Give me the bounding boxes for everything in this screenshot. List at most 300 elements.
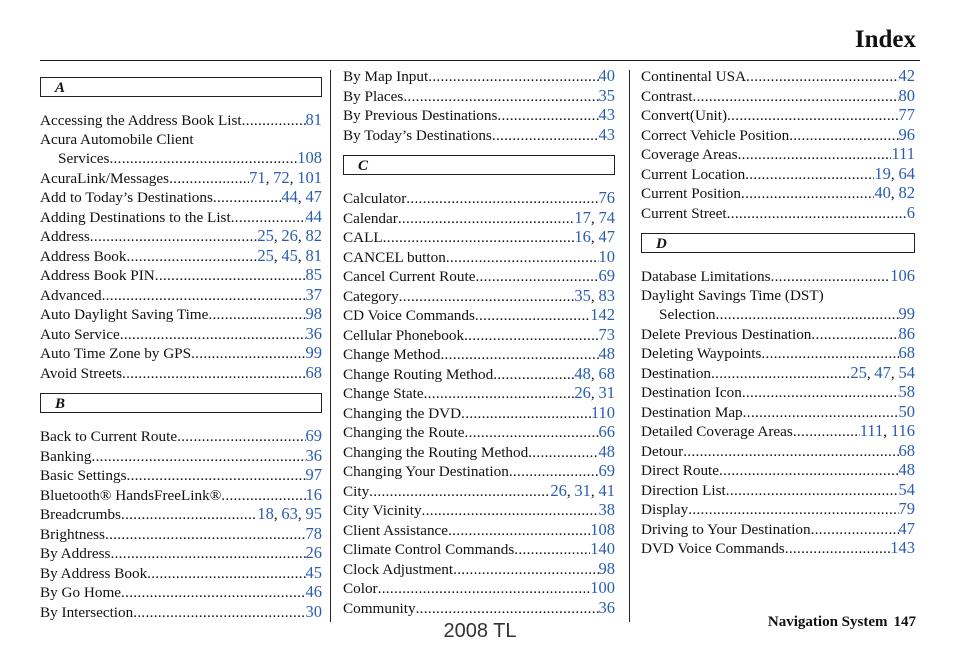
page-references xyxy=(599,248,616,268)
page-link[interactable]: 48 xyxy=(598,441,615,461)
dot-leader xyxy=(369,483,550,502)
page-link[interactable]: 68 xyxy=(598,363,615,383)
index-entry xyxy=(343,521,615,541)
page-link[interactable]: 98 xyxy=(598,558,615,578)
page-link[interactable]: 48 xyxy=(598,344,615,363)
dot-leader xyxy=(105,526,306,545)
index-entry-label: Destination xyxy=(641,364,712,382)
page-link[interactable]: 35 xyxy=(598,85,615,105)
index-entry-label: Cellular Phonebook xyxy=(343,326,465,344)
index-entry-label: Auto Daylight Saving Time xyxy=(40,306,209,323)
page-link[interactable]: 80 xyxy=(898,85,915,105)
index-entry-label: Address Book xyxy=(40,247,127,265)
index-entry xyxy=(343,106,615,126)
page-references xyxy=(599,126,616,146)
dot-leader xyxy=(811,326,898,345)
index-entry-label: Change State xyxy=(343,385,424,402)
index-entry-label: Display xyxy=(641,501,689,518)
page-link[interactable]: 46 xyxy=(305,582,322,601)
dot-leader xyxy=(726,482,899,501)
section-header-c: C xyxy=(343,155,615,175)
dot-leader xyxy=(424,385,575,404)
dot-leader xyxy=(213,189,282,208)
dot-leader xyxy=(727,205,907,224)
page-link[interactable]: 95 xyxy=(305,504,322,523)
page-references xyxy=(899,106,916,126)
index-entry xyxy=(641,539,915,559)
page-link[interactable]: 41 xyxy=(598,480,615,500)
index-entry xyxy=(40,266,322,286)
dot-leader xyxy=(398,210,575,229)
index-entry-label: Current Location xyxy=(641,165,746,183)
index-entry-label: Banking xyxy=(40,447,92,465)
index-entry-label: Bluetooth® HandsFreeLink® xyxy=(40,486,222,504)
index-entry xyxy=(40,525,322,545)
page-link[interactable]: 43 xyxy=(598,105,615,124)
page-link[interactable]: 68 xyxy=(898,440,915,460)
index-entry xyxy=(40,544,322,564)
page-link[interactable]: 68 xyxy=(305,362,322,382)
page-link[interactable]: 42 xyxy=(898,66,915,85)
page-link[interactable]: 25 xyxy=(850,362,867,382)
index-entry-label: Changing Your Destination xyxy=(343,463,509,480)
dot-leader xyxy=(231,209,306,228)
dot-leader xyxy=(90,228,258,247)
index-entry xyxy=(641,422,915,442)
index-entry xyxy=(641,287,915,306)
index-entry xyxy=(40,505,322,525)
index-entry xyxy=(343,599,615,619)
page-references xyxy=(890,267,915,287)
page-link[interactable]: 108 xyxy=(590,519,615,539)
index-entry xyxy=(40,131,322,150)
index-entry-label: Change Method xyxy=(343,346,441,363)
index-entry xyxy=(343,579,615,599)
page-references xyxy=(590,540,615,560)
index-entry xyxy=(343,462,615,482)
page-link[interactable]: 97 xyxy=(305,465,322,484)
index-entry-label: Current Position xyxy=(641,185,741,202)
page-link[interactable]: 47 xyxy=(898,518,915,538)
page-link[interactable]: 77 xyxy=(898,105,915,124)
page-references xyxy=(899,403,916,423)
index-entry-label: Auto Service xyxy=(40,325,120,343)
page-references xyxy=(306,466,323,486)
index-entry-label: Cancel Current Route xyxy=(343,268,476,285)
watermark: 2008 TL xyxy=(443,620,517,642)
index-entry-label: Direction List xyxy=(641,481,726,499)
dot-leader xyxy=(746,68,898,87)
index-entry xyxy=(343,189,615,209)
index-entry-label: Change Routing Method xyxy=(343,365,494,383)
index-entry xyxy=(40,305,322,325)
page-link[interactable]: 108 xyxy=(297,148,322,167)
index-entry-label: City xyxy=(343,482,370,500)
page-link[interactable]: 26 xyxy=(281,226,298,245)
index-entry-label: Climate Control Commands xyxy=(343,541,515,558)
page-references: 25, 26, 82 xyxy=(257,226,322,245)
index-entry xyxy=(343,126,615,146)
dot-leader xyxy=(497,107,598,126)
index-entry-label: DVD Voice Commands xyxy=(641,540,785,557)
page-references: 44, 47 xyxy=(281,187,322,206)
page-references xyxy=(590,306,615,326)
index-entry xyxy=(40,247,322,267)
page-link[interactable]: 99 xyxy=(305,343,322,362)
page-link[interactable]: 25 xyxy=(257,245,274,265)
page-references xyxy=(306,583,323,603)
index-column-1 xyxy=(40,67,322,622)
page-link[interactable]: 96 xyxy=(898,124,915,144)
index-entry xyxy=(40,486,322,506)
index-entry-label: Breadcrumbs xyxy=(40,506,121,523)
page-link[interactable]: 85 xyxy=(305,265,322,284)
dot-leader xyxy=(448,522,590,541)
page-references xyxy=(599,443,616,463)
index-entry-label: Acura Automobile Client xyxy=(40,130,194,148)
page-references xyxy=(907,204,915,224)
index-entry xyxy=(40,466,322,486)
page-references xyxy=(306,427,323,447)
page-link[interactable]: 140 xyxy=(590,539,615,558)
index-entry xyxy=(641,461,915,481)
dot-leader xyxy=(770,268,890,287)
page-references xyxy=(599,462,616,482)
page-references xyxy=(899,520,916,540)
page-references: 26, 31 xyxy=(574,383,615,402)
index-entry-label: CALL xyxy=(343,229,383,246)
page-link[interactable]: 40 xyxy=(598,66,615,85)
page-link[interactable]: 26 xyxy=(305,543,322,562)
page-link[interactable]: 19 xyxy=(874,163,891,183)
index-entry xyxy=(641,184,915,204)
page-link[interactable]: 44 xyxy=(305,206,322,226)
page-references xyxy=(899,461,916,481)
page-link[interactable]: 98 xyxy=(305,304,322,323)
index-entry-label: Destination Map xyxy=(641,403,743,421)
page-link[interactable]: 110 xyxy=(590,402,615,422)
index-entry-label: Services xyxy=(58,150,110,167)
page-link[interactable]: 54 xyxy=(898,479,915,499)
page-link[interactable]: 36 xyxy=(305,323,322,343)
page-link[interactable]: 44 xyxy=(281,187,298,206)
dot-leader xyxy=(761,345,898,364)
page-references xyxy=(306,286,323,306)
index-entry-label: Advanced xyxy=(40,286,102,304)
dot-leader xyxy=(453,561,598,580)
dot-leader xyxy=(743,404,899,423)
column-divider xyxy=(629,70,630,622)
index-entry xyxy=(343,560,615,580)
dot-leader xyxy=(475,268,598,287)
page-references: 111, 116 xyxy=(859,421,915,440)
page-link[interactable]: 69 xyxy=(598,461,615,480)
page-references xyxy=(899,383,916,403)
section-header-b: B xyxy=(40,393,322,413)
page-references xyxy=(899,442,916,462)
index-entry-label: By Previous Destinations xyxy=(343,107,498,124)
page-references xyxy=(599,345,616,365)
index-entry-label: Address Book PIN xyxy=(40,267,155,284)
page-link[interactable]: 26 xyxy=(550,480,567,500)
page-references xyxy=(890,539,915,559)
index-entry xyxy=(40,208,322,228)
dot-leader xyxy=(399,288,575,307)
index-entry xyxy=(343,67,615,87)
page-link[interactable]: 17 xyxy=(574,207,591,227)
index-entry-label: Contrast xyxy=(641,87,693,105)
index-entry-label: By Go Home xyxy=(40,584,121,601)
index-entry xyxy=(641,165,915,185)
index-entry xyxy=(343,443,615,463)
page-references xyxy=(899,344,916,364)
page-link[interactable]: 71 xyxy=(249,167,266,187)
page-link[interactable]: 16 xyxy=(305,484,322,504)
dot-leader xyxy=(120,326,306,345)
page-link[interactable]: 36 xyxy=(598,597,615,617)
dot-leader xyxy=(221,487,305,506)
index-entry-label: Community xyxy=(343,599,416,617)
page-link[interactable]: 47 xyxy=(874,362,891,382)
index-entry xyxy=(40,427,322,447)
dot-leader xyxy=(155,267,306,286)
index-entry xyxy=(40,227,322,247)
page-references xyxy=(306,486,323,506)
page-link[interactable]: 86 xyxy=(898,323,915,343)
page-link[interactable]: 18 xyxy=(257,504,274,523)
index-entry-label: Daylight Savings Time (DST) xyxy=(641,286,824,304)
index-entry-label: Convert(Unit) xyxy=(641,107,728,124)
page-references xyxy=(306,111,323,131)
dot-leader xyxy=(110,545,305,564)
page-link[interactable]: 54 xyxy=(898,362,915,382)
page-link[interactable]: 81 xyxy=(305,245,322,265)
page-link[interactable]: 81 xyxy=(305,110,322,129)
section-header-d: D xyxy=(641,233,915,253)
page-references: 25, 47, 54 xyxy=(850,362,915,382)
page-link[interactable]: 40 xyxy=(874,183,891,202)
index-entry-label: Color xyxy=(343,580,378,597)
page-references xyxy=(306,325,323,345)
index-entry xyxy=(40,169,322,189)
page-link[interactable]: 48 xyxy=(898,460,915,479)
dot-leader xyxy=(191,345,305,364)
index-entry-label: Current Street xyxy=(641,204,727,222)
page-link[interactable]: 6 xyxy=(906,202,915,222)
page-link[interactable]: 58 xyxy=(898,382,915,401)
page-references xyxy=(306,344,323,364)
page-references xyxy=(306,447,323,467)
index-entry xyxy=(40,111,322,131)
index-entry xyxy=(641,344,915,364)
footer-label: Navigation System xyxy=(767,614,888,630)
page-references xyxy=(590,579,615,599)
dot-leader xyxy=(383,229,575,248)
page-link[interactable]: 37 xyxy=(305,284,322,304)
page-references xyxy=(899,67,916,87)
page-link[interactable]: 25 xyxy=(257,226,274,245)
page-references: 25, 45, 81 xyxy=(257,245,322,265)
index-entry-label: Deleting Waypoints xyxy=(641,345,762,362)
page-references xyxy=(899,126,916,146)
dot-leader xyxy=(793,423,860,442)
page-references: 35, 83 xyxy=(574,285,615,305)
index-entry xyxy=(641,520,915,540)
dot-leader xyxy=(719,462,898,481)
dot-leader xyxy=(465,424,599,443)
index-entry-label: Changing the Route xyxy=(343,424,465,441)
page-references xyxy=(306,525,323,545)
index-entry-label: Detailed Coverage Areas xyxy=(641,423,793,440)
page-link[interactable]: 30 xyxy=(305,601,322,621)
page-references xyxy=(599,67,616,87)
page-link[interactable]: 48 xyxy=(574,363,591,383)
index-entry xyxy=(641,204,915,224)
dot-leader xyxy=(688,501,898,520)
page-link[interactable]: 101 xyxy=(297,167,322,187)
index-entry xyxy=(641,106,915,126)
page-link[interactable]: 16 xyxy=(574,227,591,246)
index-entry xyxy=(343,365,615,385)
page-references xyxy=(599,501,616,521)
dot-leader xyxy=(422,502,599,521)
page-link[interactable]: 111 xyxy=(859,421,884,440)
page-link[interactable]: 26 xyxy=(574,383,591,402)
index-entry-label: Delete Previous Destination xyxy=(641,325,812,343)
dot-leader xyxy=(464,327,598,346)
page-link[interactable]: 78 xyxy=(305,523,322,543)
dot-leader xyxy=(147,565,305,584)
index-entry xyxy=(343,326,615,346)
index-entry-label: Clock Adjustment xyxy=(343,560,454,578)
index-entry-label: Address xyxy=(40,228,90,245)
dot-leader xyxy=(242,112,306,131)
dot-leader xyxy=(785,540,891,559)
page-link[interactable]: 66 xyxy=(598,422,615,441)
dot-leader xyxy=(789,127,898,146)
dot-leader xyxy=(745,166,874,185)
index-entry-label: Brightness xyxy=(40,525,105,543)
index-entry xyxy=(343,404,615,424)
index-entry-label: CD Voice Commands xyxy=(343,307,475,324)
index-entry xyxy=(343,87,615,107)
page-link[interactable]: 45 xyxy=(281,245,298,265)
page-references: 71, 72, 101 xyxy=(249,167,322,187)
page-references xyxy=(599,560,616,580)
page-references: 48, 68 xyxy=(574,363,615,383)
index-entry-label: Direct Route xyxy=(641,462,720,479)
page-link[interactable]: 31 xyxy=(574,480,591,500)
page-references xyxy=(306,305,323,325)
page-references xyxy=(599,87,616,107)
dot-leader xyxy=(169,170,249,189)
index-entry xyxy=(641,442,915,462)
dot-leader xyxy=(440,346,598,365)
page-references: 40, 82 xyxy=(874,183,915,202)
page-link[interactable]: 143 xyxy=(890,538,915,557)
index-entry-label: Avoid Streets xyxy=(40,364,122,382)
dot-leader xyxy=(727,107,898,126)
page-references xyxy=(306,364,323,384)
page-link[interactable]: 111 xyxy=(891,144,915,163)
page-link[interactable]: 38 xyxy=(598,500,615,519)
page-link[interactable]: 43 xyxy=(598,124,615,144)
page-link[interactable]: 63 xyxy=(281,504,298,523)
page-references xyxy=(599,423,616,443)
index-entry-label: Changing the Routing Method xyxy=(343,443,529,461)
page-link[interactable]: 45 xyxy=(305,562,322,582)
dot-leader xyxy=(102,287,306,306)
page-link[interactable]: 72 xyxy=(273,167,290,187)
page-link[interactable]: 35 xyxy=(574,285,591,305)
page-link[interactable]: 31 xyxy=(598,383,615,402)
page-link[interactable]: 99 xyxy=(898,304,915,323)
dot-leader xyxy=(416,600,599,619)
dot-leader xyxy=(514,541,590,560)
page-link[interactable]: 10 xyxy=(598,246,615,266)
index-entry-label: Adding Destinations to the List xyxy=(40,208,231,226)
index-entry xyxy=(641,126,915,146)
page-link[interactable]: 47 xyxy=(305,187,322,206)
page-link[interactable]: 106 xyxy=(890,266,915,285)
page-link[interactable]: 100 xyxy=(590,578,615,597)
index-entry xyxy=(641,325,915,345)
page-link[interactable]: 73 xyxy=(598,324,615,344)
dot-leader xyxy=(716,306,899,325)
index-entry-label: Category xyxy=(343,287,399,305)
page-link[interactable]: 64 xyxy=(898,163,915,183)
dot-leader xyxy=(475,307,590,326)
page-link[interactable]: 69 xyxy=(598,266,615,285)
page-references xyxy=(306,208,323,228)
dot-leader xyxy=(177,428,305,447)
dot-leader xyxy=(683,443,898,462)
index-entry xyxy=(40,325,322,345)
page-link[interactable]: 69 xyxy=(305,426,322,445)
page-link[interactable]: 47 xyxy=(598,227,615,246)
page-link[interactable]: 50 xyxy=(898,401,915,421)
index-entry xyxy=(343,540,615,560)
page-link[interactable]: 83 xyxy=(598,285,615,305)
dot-leader xyxy=(528,444,598,463)
index-entry xyxy=(343,248,615,268)
page-link[interactable]: 36 xyxy=(305,445,322,465)
index-entry xyxy=(641,267,915,287)
page-references xyxy=(899,305,916,325)
page-references xyxy=(899,481,916,501)
index-entry xyxy=(641,481,915,501)
index-column-3 xyxy=(641,67,915,559)
page-link[interactable]: 142 xyxy=(590,305,615,324)
dot-leader xyxy=(109,150,297,169)
page-references xyxy=(891,145,915,165)
index-entry xyxy=(343,384,615,404)
page-link[interactable]: 79 xyxy=(898,499,915,518)
page-link[interactable]: 76 xyxy=(598,188,615,207)
index-entry-label: AcuraLink/Messages xyxy=(40,169,170,187)
index-entry xyxy=(343,482,615,502)
page-link[interactable]: 82 xyxy=(305,226,322,245)
dot-leader xyxy=(122,365,306,384)
page-link[interactable]: 82 xyxy=(898,183,915,202)
dot-leader xyxy=(692,88,898,107)
dot-leader xyxy=(492,127,599,146)
page-link[interactable]: 68 xyxy=(898,343,915,362)
page-link[interactable]: 74 xyxy=(598,207,615,227)
index-entry xyxy=(641,364,915,384)
page-link[interactable]: 116 xyxy=(890,421,915,440)
page-references xyxy=(599,599,616,619)
